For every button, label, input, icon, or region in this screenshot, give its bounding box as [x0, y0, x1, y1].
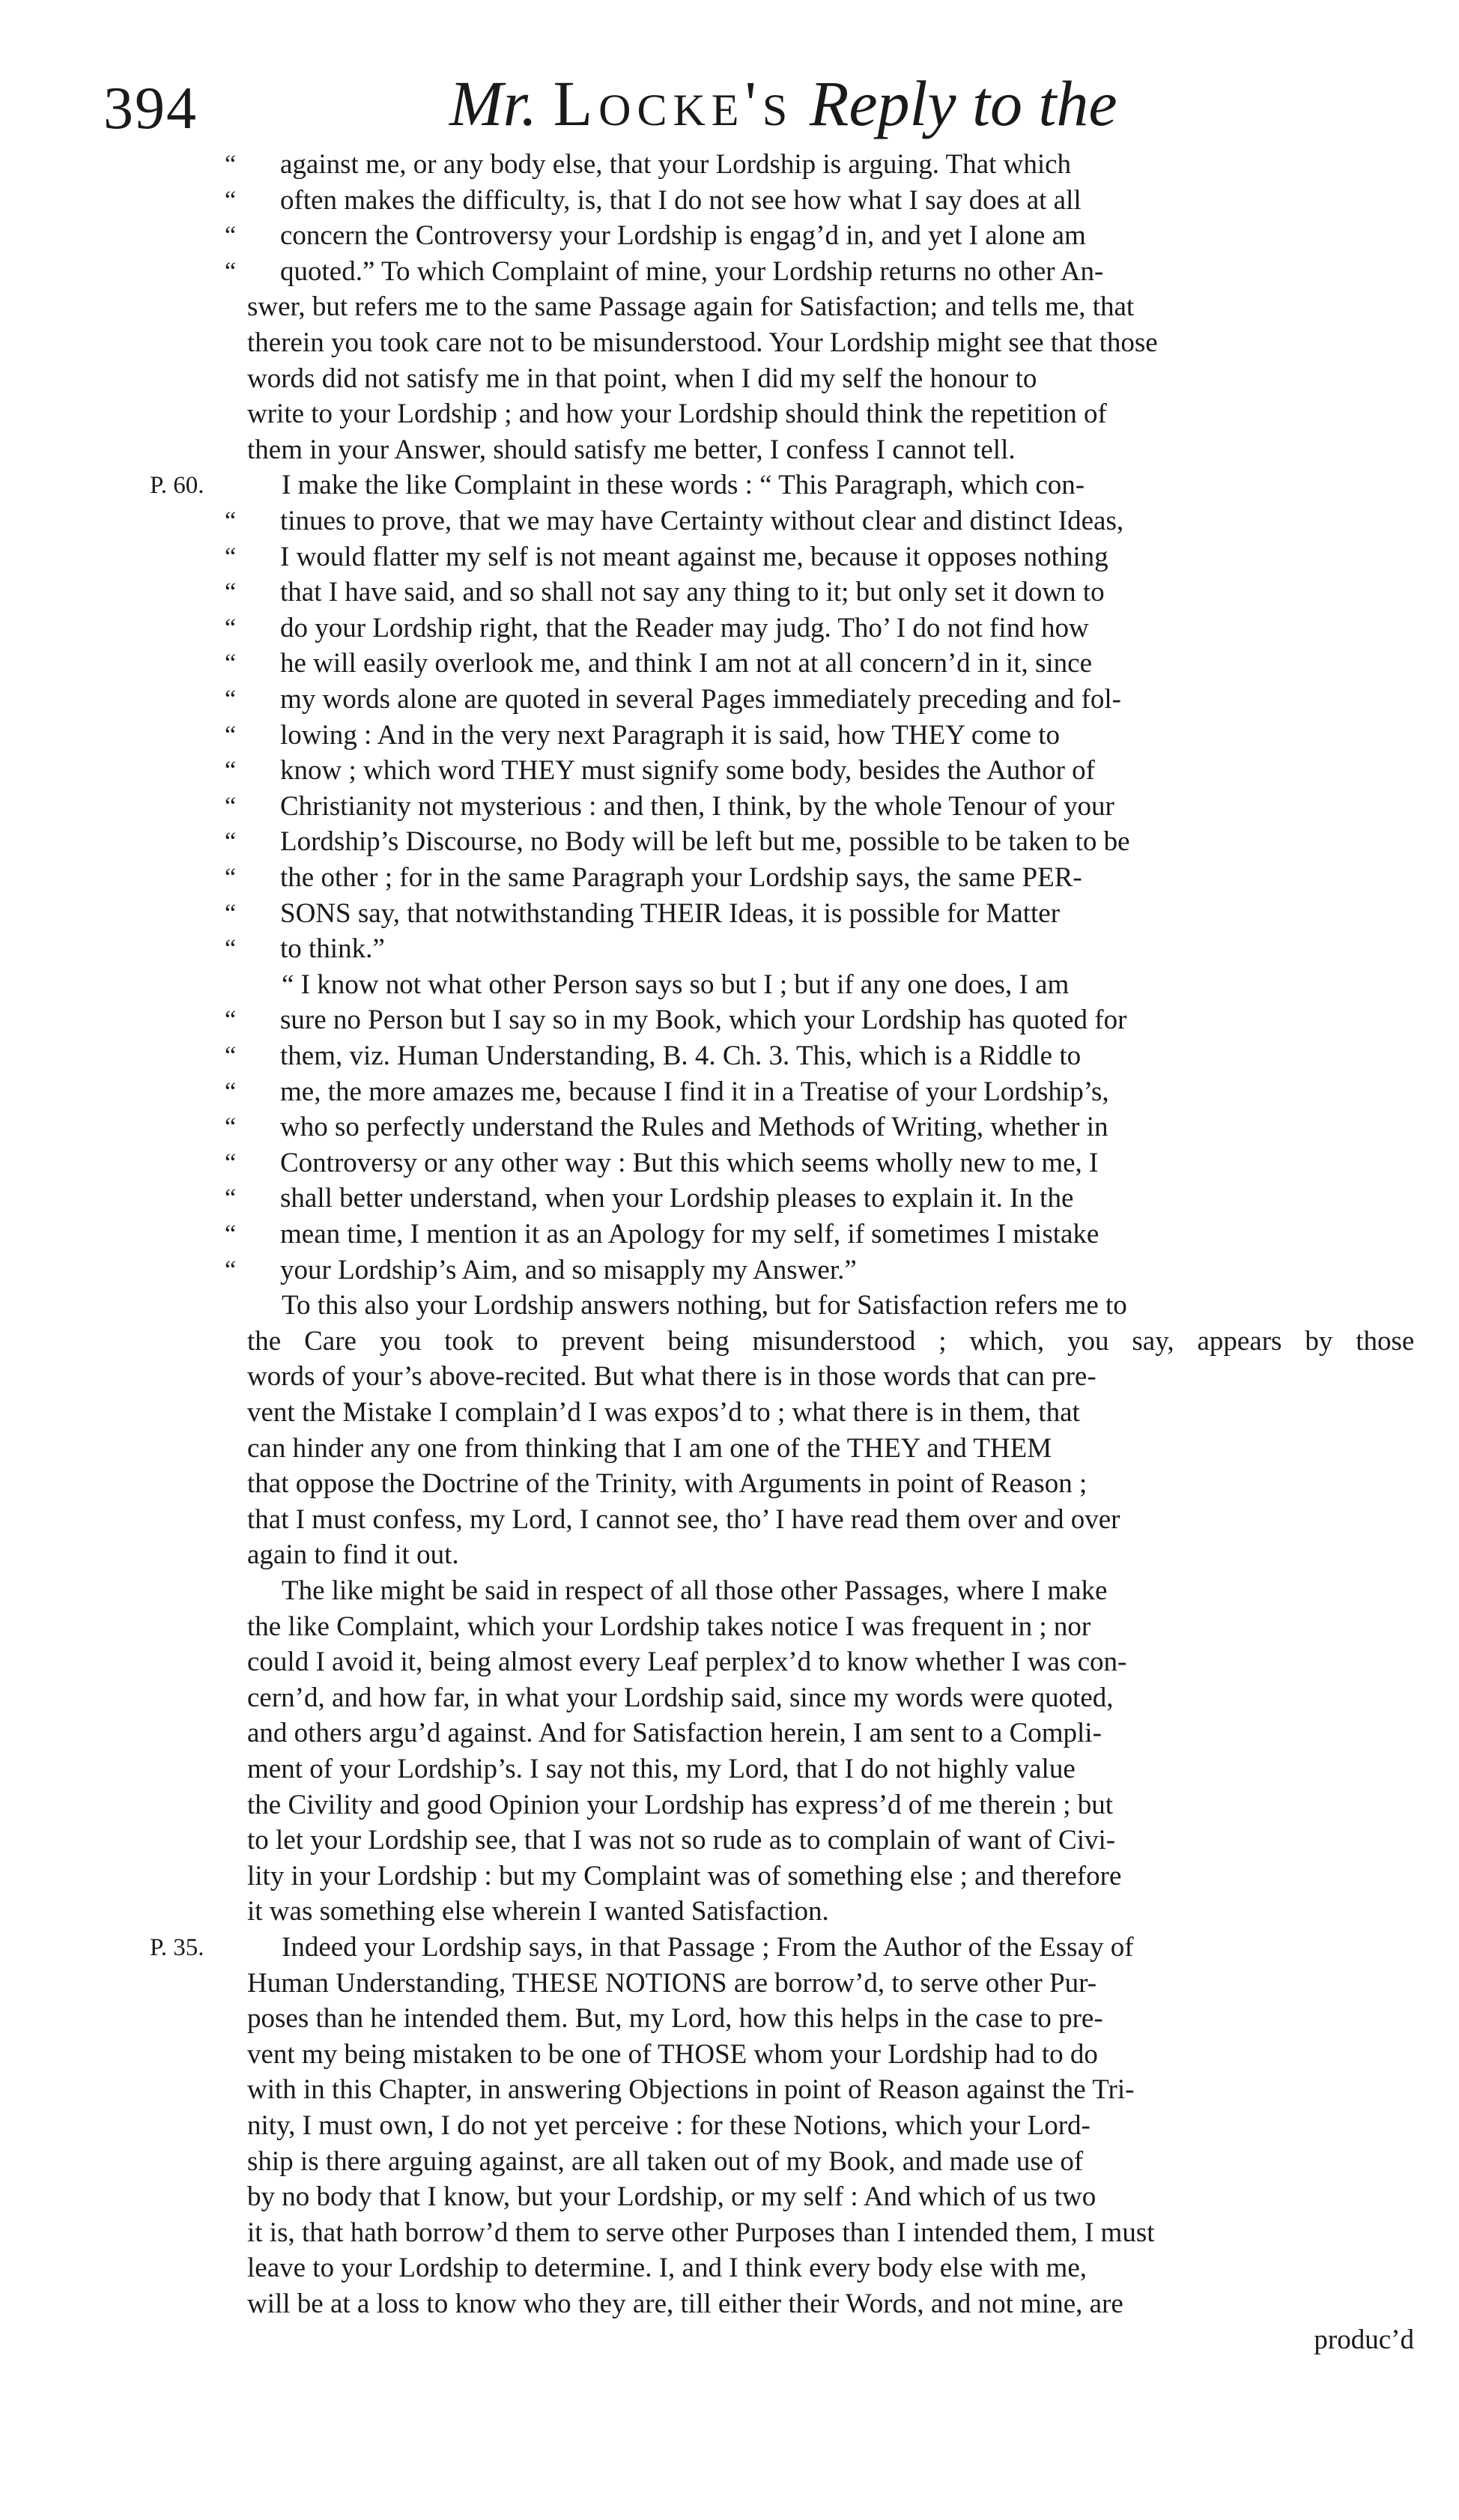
text-line: Christianity not mysterious : and then, I think, by the whole Tenour of your	[280, 791, 1114, 822]
text-line: that oppose the Doctrine of the Trinity, with Arguments in point of Reason ;	[247, 1468, 1088, 1499]
text-line: your Lordship’s Aim, and so misapply my Answer.”	[280, 1255, 857, 1285]
text-line: the Civility and good Opinion your Lordship has express’d of me therein ; but	[247, 1790, 1114, 1820]
text-line: write to your Lordship ; and how your Lordship should think the repetition of	[247, 399, 1107, 429]
margin-reference: P. 60.	[150, 472, 204, 499]
text-line: words did not satisfy me in that point, when I did my self the honour to	[247, 363, 1037, 394]
text-line: Indeed your Lordship says, in that Passage ; From the Author of the Essay of	[282, 1932, 1134, 1963]
text-line: the other ; for in the same Paragraph your Lordship says, the same PER-	[280, 862, 1082, 893]
text-line: shall better understand, when your Lordship pleases to explain it. In the	[280, 1183, 1074, 1214]
quote-mark: “	[225, 900, 237, 927]
quote-mark: “	[225, 1042, 237, 1070]
text-line: can hinder any one from thinking that I am one of the THEY and THEM	[247, 1433, 1052, 1464]
text-line: to let your Lordship see, that I was not so rude as to complain of want of Civi-	[247, 1825, 1116, 1856]
text-line: it was something else wherein I wanted Satisfaction.	[247, 1896, 829, 1927]
margin-reference: P. 35.	[150, 1934, 204, 1961]
text-line: ment of your Lordship’s. I say not this, my Lord, that I do not highly value	[247, 1754, 1076, 1784]
text-line: lity in your Lordship : but my Complaint was of something else ; and therefore	[247, 1861, 1122, 1891]
text-line: me, the more amazes me, because I find it in a Treatise of your Lordship’s,	[280, 1076, 1109, 1107]
text-line: therein you took care not to be misunderstood. Your Lordship might see that those	[247, 327, 1158, 358]
text-line: them, viz. Human Understanding, B. 4. Ch. 3. This, which is a Riddle to	[280, 1041, 1082, 1071]
page-number: 394	[103, 76, 198, 142]
text-line: The like might be said in respect of all those other Passages, where I make	[282, 1575, 1108, 1606]
text-line: know ; which word THEY must signify some body, besides the Author of	[280, 755, 1095, 786]
text-line: that I must confess, my Lord, I cannot see, tho’ I have read them over and over	[247, 1504, 1120, 1535]
text-line: it is, that hath borrow’d them to serve other Purposes than I intended them, I must	[247, 2217, 1155, 2248]
quote-mark: “	[225, 1006, 237, 1034]
text-line: against me, or any body else, that your Lordship is arguing. That which	[280, 149, 1072, 180]
text-line: who so perfectly understand the Rules and Methods of Writing, whether in	[280, 1112, 1108, 1142]
text-line: the Care you took to prevent being misunderstood ; which, you say, appears by those	[247, 1326, 1414, 1357]
quote-mark: “	[225, 222, 237, 249]
quote-mark: “	[225, 1184, 237, 1212]
text-line: nity, I must own, I do not yet perceive : for these Notions, which your Lord-	[247, 2110, 1091, 2141]
text-line: “ I know not what other Person says so but I ; but if any one does, I am	[282, 969, 1070, 1000]
quote-mark: “	[225, 685, 237, 713]
text-line: with in this Chapter, in answering Objections in point of Reason against the Tri-	[247, 2074, 1135, 2105]
text-line: leave to your Lordship to determine. I, and I think every body else with me,	[247, 2253, 1088, 2283]
text-line: vent the Mistake I complain’d I was expos’d to ; what there is in them, that	[247, 1397, 1080, 1428]
text-line: To this also your Lordship answers nothing, but for Satisfaction refers me to	[282, 1290, 1127, 1321]
text-line: again to find it out.	[247, 1539, 459, 1570]
text-line: words of your’s above-recited. But what there is in those words that can pre-	[247, 1361, 1096, 1392]
text-line: by no body that I know, but your Lordship, or my self : And which of us two	[247, 2181, 1096, 2212]
quote-mark: “	[225, 1256, 237, 1284]
text-line: cern’d, and how far, in what your Lordship said, since my words were quoted,	[247, 1682, 1114, 1713]
text-line: the like Complaint, which your Lordship takes notice I was frequent in ; nor	[247, 1611, 1091, 1642]
text-line: I would flatter my self is not meant against me, because it opposes nothing	[280, 542, 1108, 572]
text-line: Controversy or any other way : But this which seems wholly new to me, I	[280, 1148, 1099, 1178]
running-head-name: Locke's	[553, 67, 794, 139]
running-head	[449, 66, 1117, 141]
text-line: my words alone are quoted in several Pages immediately preceding and fol-	[280, 684, 1121, 715]
quote-mark: “	[225, 793, 237, 820]
text-line: swer, but refers me to the same Passage again for Satisfaction; and tells me, that	[247, 291, 1135, 322]
running-head-prefix: Mr.	[449, 67, 538, 139]
text-line: tinues to prove, that we may have Certainty without clear and distinct Ideas,	[280, 506, 1124, 536]
running-head-rest: Reply to the	[809, 67, 1117, 139]
quote-mark: “	[225, 258, 237, 285]
text-line: them in your Answer, should satisfy me better, I confess I cannot tell.	[247, 434, 1016, 465]
text-line: SONS say, that notwithstanding THEIR Ideas, it is possible for Matter	[280, 898, 1061, 929]
quote-mark: “	[225, 721, 237, 749]
text-line: could I avoid it, being almost every Leaf perplex’d to know whether I was con-	[247, 1647, 1127, 1677]
quote-mark: “	[225, 1078, 237, 1106]
quote-mark: “	[225, 507, 237, 535]
quote-mark: “	[225, 864, 237, 891]
text-line: quoted.” To which Complaint of mine, your Lordship returns no other An-	[280, 256, 1104, 287]
catchword: produc’d	[1314, 2324, 1414, 2355]
text-line: Lordship’s Discourse, no Body will be left but me, possible to be taken to be	[280, 826, 1130, 857]
text-line: and others argu’d against. And for Satisfaction herein, I am sent to a Compli-	[247, 1718, 1102, 1748]
text-line: do your Lordship right, that the Reader may judg. Tho’ I do not find how	[280, 613, 1089, 643]
text-line: will be at a loss to know who they are, till either their Words, and not mine, are	[247, 2289, 1123, 2319]
text-line: I make the like Complaint in these words : “ This Paragraph, which con-	[282, 470, 1085, 500]
quote-mark: “	[225, 543, 237, 571]
quote-mark: “	[225, 614, 237, 642]
quote-mark: “	[225, 649, 237, 677]
text-line: that I have said, and so shall not say any thing to it; but only set it down to	[280, 577, 1105, 608]
quote-mark: “	[225, 1220, 237, 1248]
text-line: often makes the difficulty, is, that I do not see how what I say does at all	[280, 185, 1082, 216]
text-line: mean time, I mention it as an Apology for my self, if sometimes I mistake	[280, 1219, 1099, 1250]
quote-mark: “	[225, 757, 237, 784]
quote-mark: “	[225, 578, 237, 606]
text-line: vent my being mistaken to be one of THOSE whom your Lordship had to do	[247, 2039, 1098, 2070]
quote-mark: “	[225, 828, 237, 855]
quote-mark: “	[225, 1149, 237, 1177]
text-line: poses than he intended them. But, my Lord, how this helps in the case to pre-	[247, 2003, 1103, 2034]
quote-mark: “	[225, 1113, 237, 1141]
quote-mark: “	[225, 187, 237, 214]
quote-mark: “	[225, 151, 237, 178]
text-line: Human Understanding, THESE NOTIONS are borrow’d, to serve other Pur-	[247, 1968, 1097, 1999]
text-line: concern the Controversy your Lordship is engag’d in, and yet I alone am	[280, 220, 1086, 251]
text-line: ship is there arguing against, are all taken out of my Book, and made use of	[247, 2146, 1084, 2177]
text-line: lowing : And in the very next Paragraph it is said, how THEY come to	[280, 720, 1060, 751]
text-line: to think.”	[280, 933, 385, 964]
text-line: he will easily overlook me, and think I am not at all concern’d in it, since	[280, 648, 1093, 679]
text-line: sure no Person but I say so in my Book, which your Lordship has quoted for	[280, 1005, 1127, 1035]
quote-mark: “	[225, 935, 237, 963]
